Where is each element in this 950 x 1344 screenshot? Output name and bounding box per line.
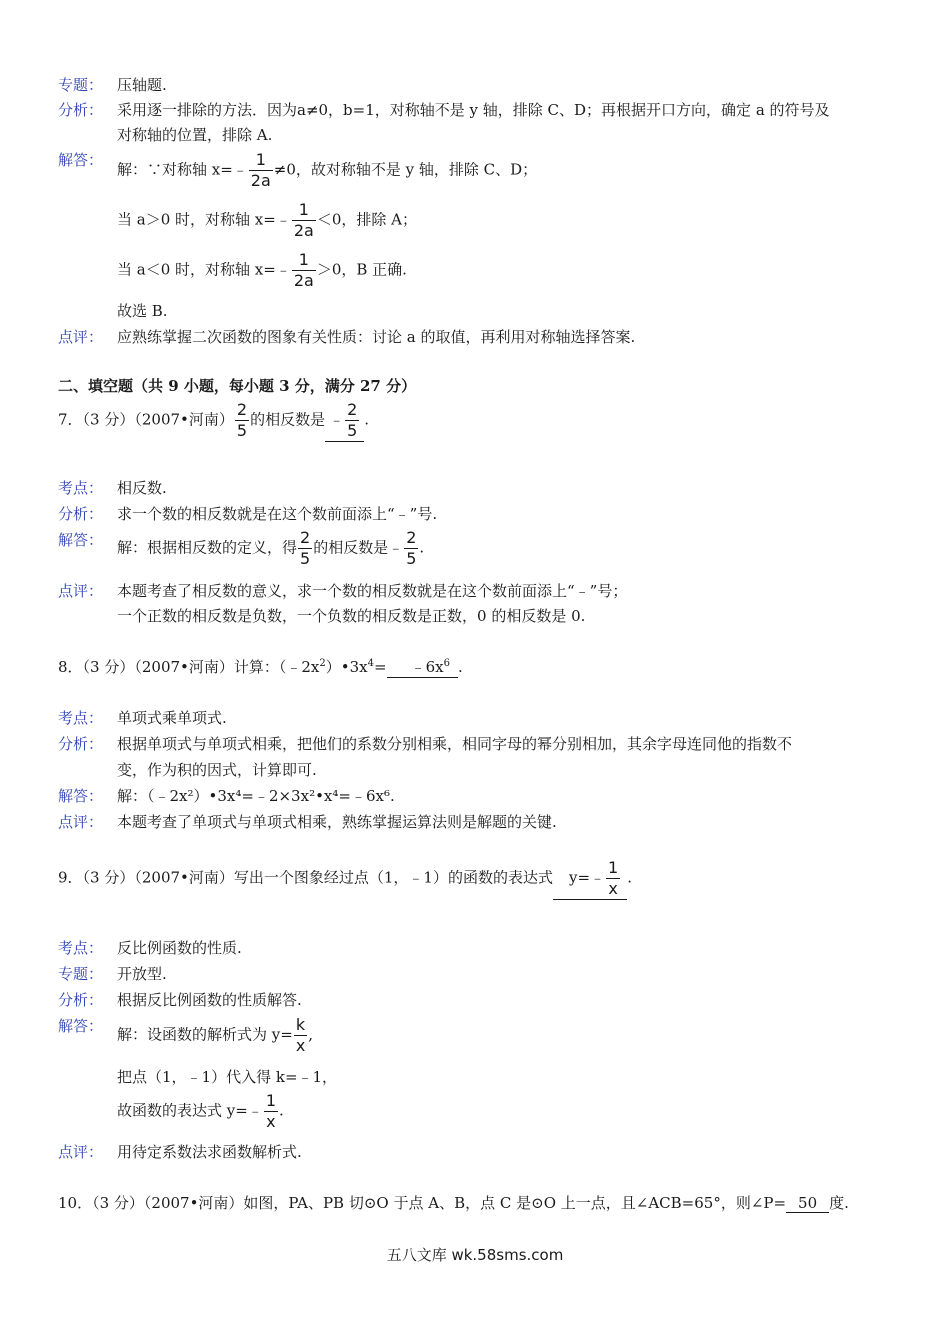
q6-analysis-line1: 采用逐一排除的方法．因为a≠0，b=1，对称轴不是 y 轴，排除 C、D；再根据开口方向，确定 a 的符号及	[117, 101, 830, 119]
section-heading: 二、填空题（共 9 小题，每小题 3 分，满分 27 分）	[58, 377, 417, 395]
solution-label: 解答：	[58, 787, 104, 805]
q7-point: 相反数.	[117, 479, 167, 497]
fraction-2-over-5	[345, 400, 359, 441]
q10-answer: 50	[798, 1194, 818, 1212]
fraction-numerator: 1	[249, 150, 273, 171]
fraction-1-over-2a	[292, 200, 316, 241]
fraction-numerator: 1	[292, 200, 316, 221]
q6-sol2-pre: 当 a＞0 时，对称轴 x=﹣	[117, 210, 291, 229]
fraction-2-over-5	[235, 400, 249, 441]
q6-comment: 应熟练掌握二次函数的图象有关性质：讨论 a 的取值，再利用对称轴选择答案.	[117, 328, 636, 346]
q6-sol1-pre: 解：∵对称轴 x=﹣	[117, 160, 248, 179]
solution-label: 解答：	[58, 531, 104, 549]
fraction-denominator: 5	[406, 549, 417, 568]
fraction-denominator: x	[295, 1036, 306, 1055]
fraction-denominator: 2a	[293, 221, 314, 240]
q9-sol3-pre: 故函数的表达式 y=﹣	[117, 1101, 263, 1120]
q7-question	[58, 400, 369, 442]
q7-prefix: 7．（3 分）（2007•河南）	[58, 410, 234, 429]
q9-analysis: 根据反比例函数的性质解答.	[117, 991, 302, 1009]
fraction-2-over-5	[404, 528, 418, 569]
fraction-k-over-x	[294, 1015, 307, 1056]
q6-sol3-pre: 当 a＜0 时，对称轴 x=﹣	[117, 260, 291, 279]
q8-end: .	[457, 658, 463, 676]
q8-solution: 解：（﹣2x²）•3x⁴=﹣2×3x²•x⁴=﹣6x⁶.	[117, 787, 395, 805]
fraction-1-over-2a	[249, 150, 273, 191]
solution-label: 解答：	[58, 1017, 104, 1035]
q7-analysis: 求一个数的相反数就是在这个数前面添上“﹣”号.	[117, 505, 438, 523]
q10-question	[58, 1192, 849, 1213]
q8-analysis-line2: 变，作为积的因式，计算即可.	[117, 761, 317, 779]
q10-answer-blank	[786, 1194, 829, 1213]
fraction-denominator: 5	[236, 421, 248, 440]
fraction-2-over-5	[298, 528, 312, 569]
point-label: 考点：	[58, 709, 104, 727]
comment-label: 点评：	[58, 813, 104, 831]
comment-label: 点评：	[58, 582, 104, 600]
q6-sol2-post: ＜0，排除 A；	[316, 210, 417, 229]
analysis-label: 分析：	[58, 991, 104, 1009]
q9-prefix: 9．（3 分）（2007•河南）写出一个图象经过点（1，﹣1）的函数的表达式	[58, 868, 553, 887]
page-footer-watermark: 五八文库 wk.58sms.com	[386, 1246, 564, 1264]
q7-end: .	[364, 410, 370, 429]
q8-exp-2: 2	[319, 658, 326, 669]
q8-answer-exp: 6	[443, 658, 450, 669]
solution-label: 解答：	[58, 151, 104, 169]
fraction-numerator: 2	[347, 400, 358, 419]
analysis-label: 分析：	[58, 101, 104, 119]
fraction-numerator: 2	[300, 528, 311, 547]
q8-eq: =	[374, 658, 387, 676]
q9-sol1-end: ,	[308, 1025, 314, 1044]
q8-prefix: 8．（3 分）（2007•河南）计算：（﹣2x	[58, 658, 320, 676]
q8-comment: 本题考查了单项式与单项式相乘，熟练掌握运算法则是解题的关键.	[117, 813, 557, 831]
q9-solution-line1	[117, 1015, 313, 1056]
q8-answer-blank	[387, 656, 458, 678]
point-label: 考点：	[58, 939, 104, 957]
fraction-denominator: x	[266, 1112, 276, 1131]
q8-exp-4: 4	[367, 658, 374, 669]
q7-sol-pre: 解：根据相反数的定义，得	[117, 538, 298, 557]
fraction-numerator: k	[294, 1015, 307, 1036]
q9-topic: 开放型.	[117, 965, 167, 983]
q8-analysis-line1: 根据单项式与单项式相乘，把他们的系数分别相乘，相同字母的幂分别相加，其余字母连同他的指数不	[117, 735, 793, 753]
fraction-numerator: 1	[265, 1091, 276, 1110]
fraction-1-over-x	[606, 858, 620, 899]
q9-point: 反比例函数的性质.	[117, 939, 242, 957]
q6-sol1-post: ≠0，故对称轴不是 y 轴，排除 C、D；	[273, 160, 538, 179]
q8-point: 单项式乘单项式.	[117, 709, 227, 727]
fraction-denominator: 5	[300, 549, 311, 568]
fraction-numerator: 2	[236, 400, 248, 419]
q6-solution-line2	[117, 200, 417, 241]
fraction-1-over-x	[264, 1091, 278, 1132]
topic-label: 专题：	[58, 965, 104, 983]
topic-label: 专题：	[58, 76, 104, 94]
comment-label: 点评：	[58, 328, 104, 346]
q7-sol-mid: 的相反数是﹣	[313, 538, 404, 557]
q6-solution-line4: 故选 B.	[117, 302, 168, 320]
q9-end: .	[627, 868, 632, 887]
q6-solution-line1	[117, 150, 537, 191]
q7-answer-sign: ﹣	[329, 410, 345, 429]
fraction-numerator: 1	[292, 250, 316, 271]
q9-solution-line2: 把点（1，﹣1）代入得 k=﹣1，	[117, 1068, 338, 1086]
fraction-denominator: x	[608, 879, 618, 898]
q7-comment-line1: 本题考查了相反数的意义，求一个数的相反数就是在这个数前面添上“﹣”号；	[117, 582, 628, 600]
q9-answer-blank	[553, 858, 627, 900]
fraction-denominator: 5	[347, 421, 358, 440]
q7-mid: 的相反数是	[250, 410, 326, 429]
fraction-denominator: 2a	[293, 271, 314, 290]
q9-solution-line3	[117, 1091, 284, 1132]
fraction-numerator: 1	[608, 858, 619, 877]
q6-solution-line3	[117, 250, 407, 291]
q6-topic: 压轴题.	[117, 76, 167, 94]
q9-question	[58, 858, 632, 900]
q6-analysis-line2: 对称轴的位置，排除 A.	[117, 126, 273, 144]
q6-sol3-post: ＞0，B 正确.	[316, 260, 407, 279]
fraction-denominator: 2a	[250, 171, 271, 190]
q8-question	[58, 656, 463, 678]
q9-answer-pre: y=﹣	[568, 868, 606, 887]
q7-answer-blank	[325, 400, 364, 442]
q10-prefix: 10．（3 分）（2007•河南）如图，PA、PB 切⊙O 于点 A、B，点 C 是⊙O 上一点，且∠ACB=65°，则∠P=	[58, 1194, 787, 1212]
q10-end: 度.	[829, 1194, 849, 1212]
fraction-numerator: 2	[406, 528, 417, 547]
point-label: 考点：	[58, 479, 104, 497]
q7-sol-end: .	[419, 538, 425, 557]
q9-sol3-end: .	[279, 1101, 284, 1120]
q8-answer: ﹣6x	[410, 658, 444, 676]
analysis-label: 分析：	[58, 505, 104, 523]
q7-comment-line2: 一个正数的相反数是负数，一个负数的相反数是正数，0 的相反数是 0.	[117, 607, 586, 625]
analysis-label: 分析：	[58, 735, 104, 753]
q9-comment: 用待定系数法求函数解析式.	[117, 1143, 302, 1161]
q9-sol1-pre: 解：设函数的解析式为 y=	[117, 1025, 293, 1044]
q7-solution	[117, 528, 424, 569]
fraction-1-over-2a	[292, 250, 316, 291]
q8-mid: ）•3x	[325, 658, 368, 676]
comment-label: 点评：	[58, 1143, 104, 1161]
